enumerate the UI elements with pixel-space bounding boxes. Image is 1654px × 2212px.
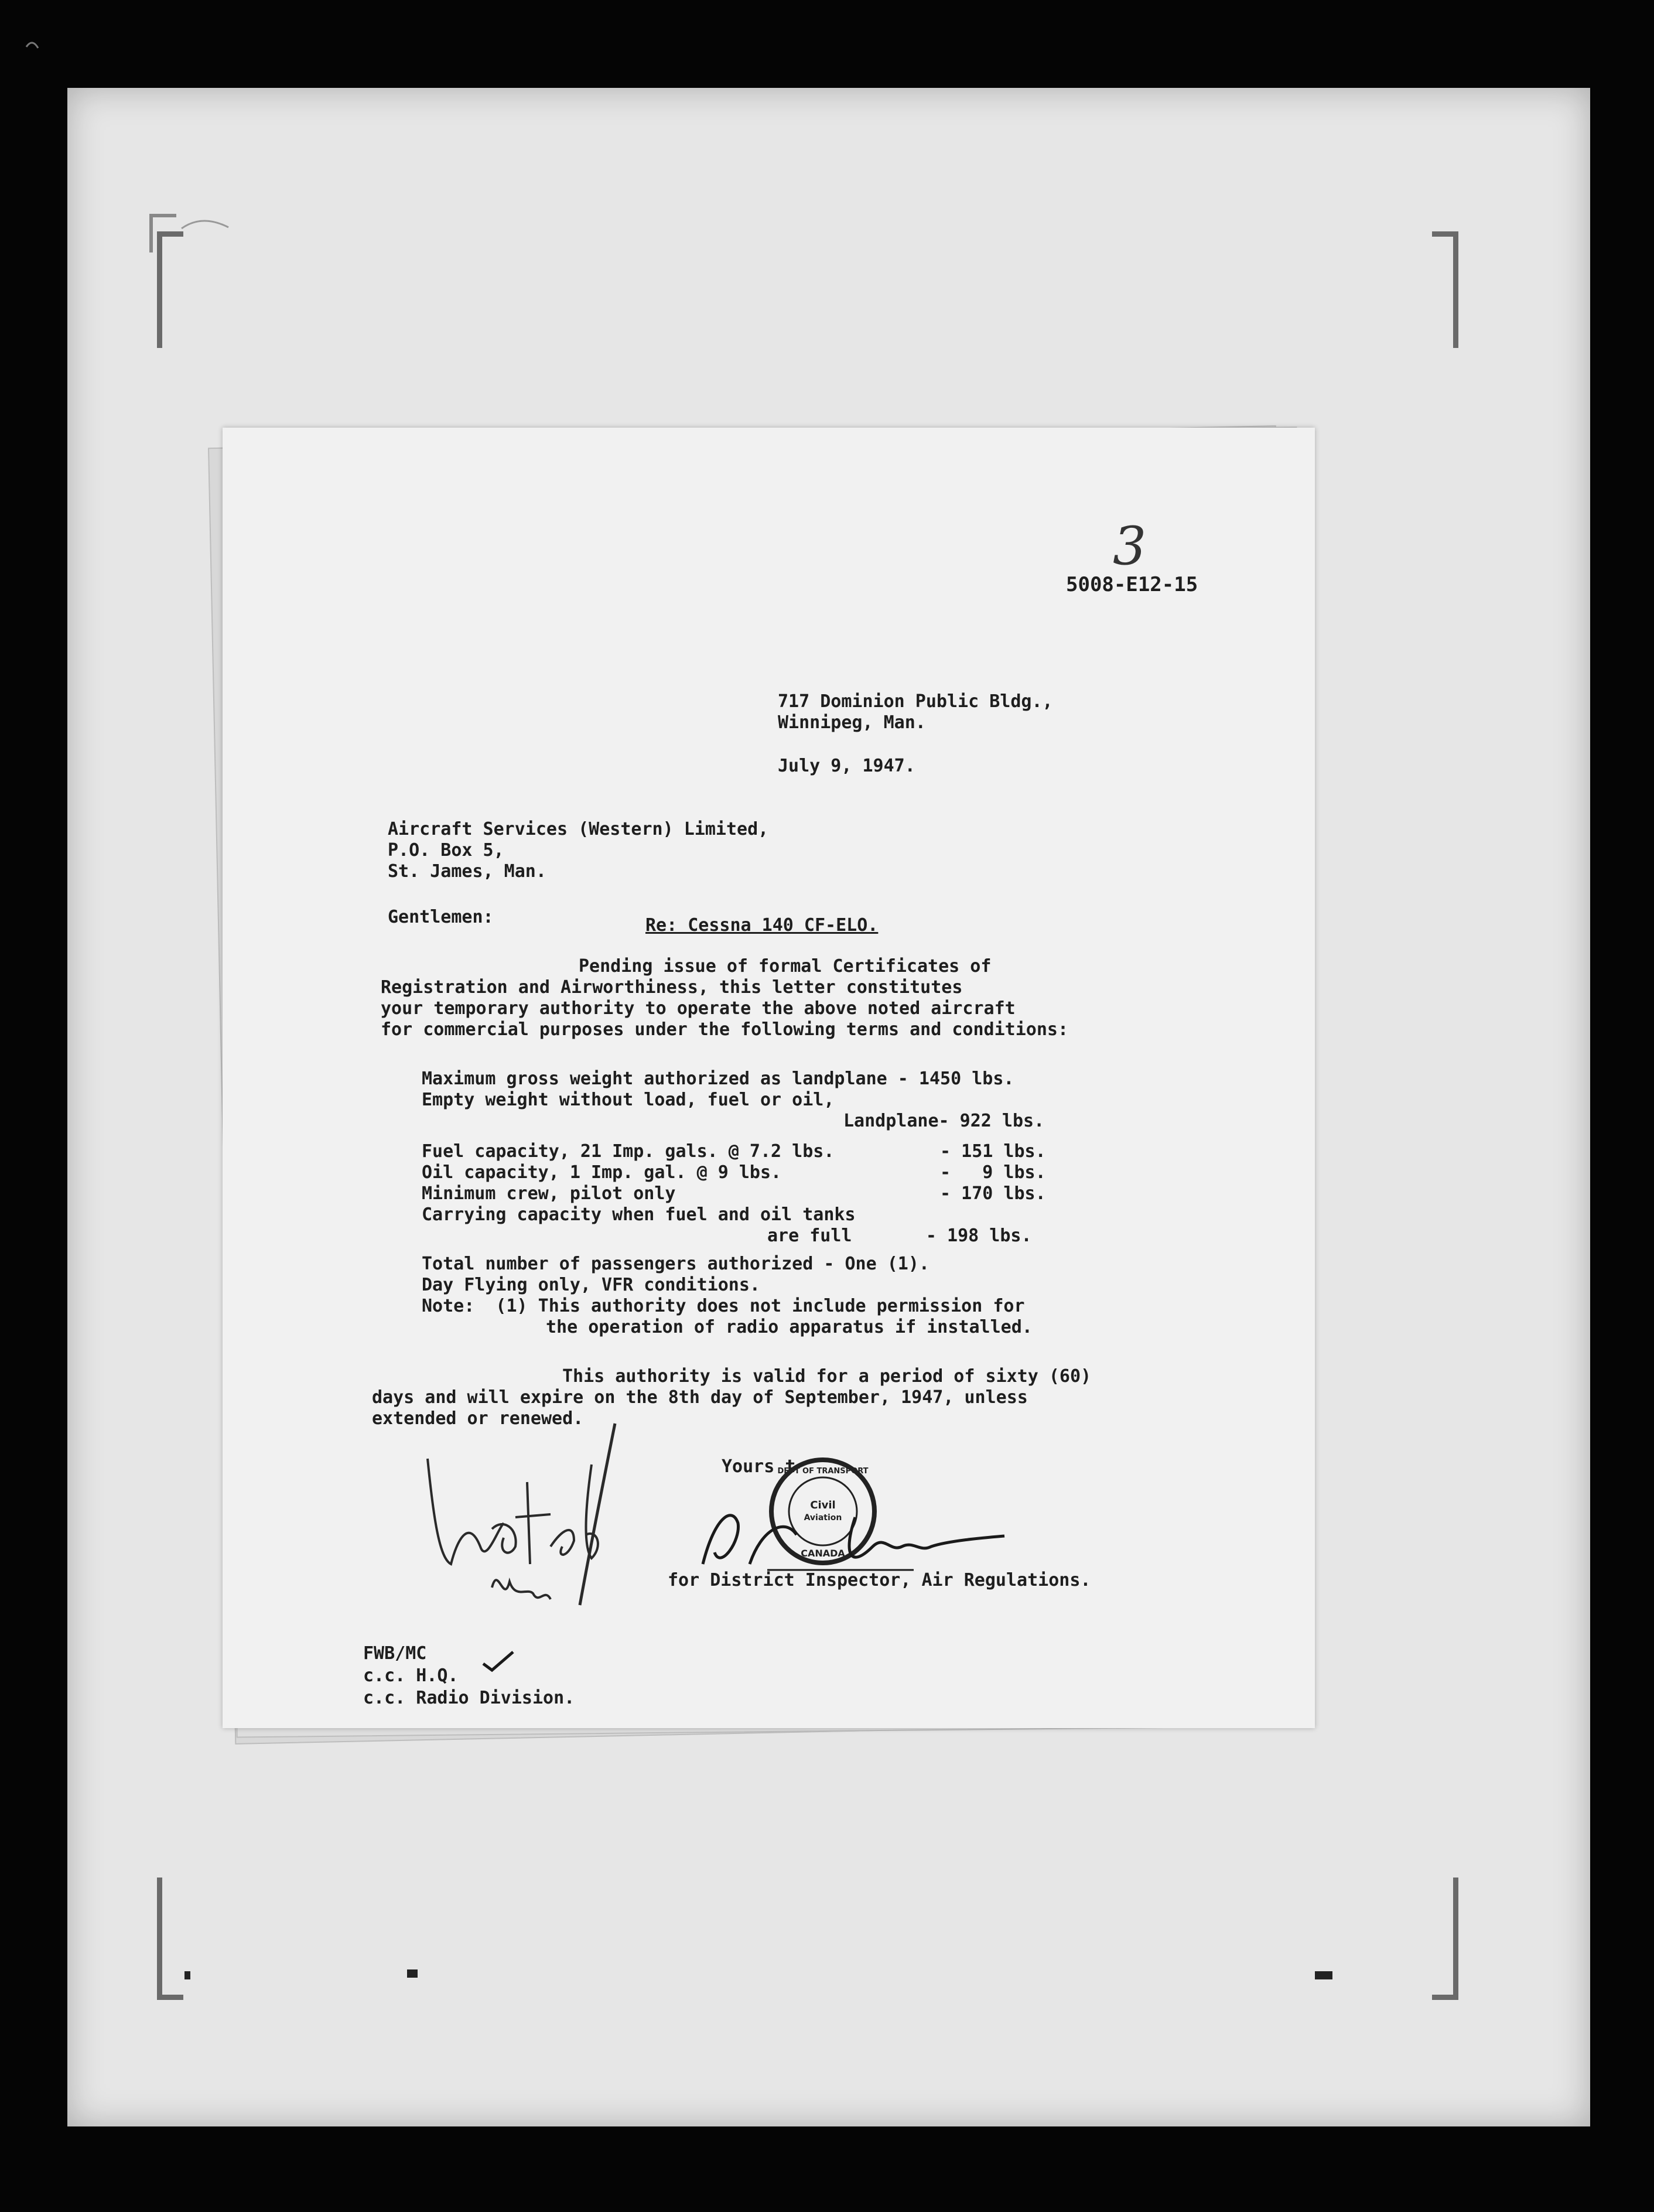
handwritten-margin-note <box>416 1412 662 1634</box>
recipient-line: St. James, Man. <box>388 861 546 882</box>
validity-line: days and will expire on the 8th day of September, 1947, unless <box>372 1387 1028 1408</box>
letter-date: July 9, 1947. <box>778 756 915 776</box>
crop-mark-top-left <box>157 231 183 348</box>
board-smudge <box>179 211 231 234</box>
sender-address-line: 717 Dominion Public Bldg., <box>778 691 1053 712</box>
signature-title: for District Inspector, Air Regulations. <box>668 1570 1091 1590</box>
crop-mark-top-right <box>1432 231 1458 348</box>
validity-line: This authority is valid for a period of sixty (60) <box>562 1366 1092 1387</box>
body-line: Registration and Airworthiness, this letter constitutes <box>381 977 963 998</box>
term-line: Oil capacity, 1 Imp. gal. @ 9 lbs. - 9 lbs. <box>422 1162 1046 1183</box>
note-line: Note: (1) This authority does not include permission for <box>422 1296 1025 1316</box>
svg-text:CANADA: CANADA <box>801 1548 845 1559</box>
sender-address-line: Winnipeg, Man. <box>778 712 926 733</box>
film-mark <box>184 1971 190 1979</box>
body-line: for commercial purposes under the following terms and conditions: <box>381 1019 1068 1040</box>
svg-text:Aviation: Aviation <box>804 1513 842 1523</box>
crop-mark-bottom-right <box>1432 1878 1458 2000</box>
file-reference: 5008-E12-15 <box>1066 573 1198 596</box>
check-mark-icon <box>480 1649 515 1672</box>
term-line: Landplane- 922 lbs. <box>843 1111 1045 1131</box>
validity-line: extended or renewed. <box>372 1408 584 1429</box>
crop-mark-bottom-left <box>157 1878 183 2000</box>
film-smudge <box>23 35 94 53</box>
file-page-mark: 3 <box>1113 516 1147 577</box>
salutation: Gentlemen: <box>388 907 494 927</box>
term-line: are full - 198 lbs. <box>767 1226 1032 1246</box>
film-mark <box>1315 1971 1332 1979</box>
svg-text:DEPT OF TRANSPORT: DEPT OF TRANSPORT <box>777 1467 869 1476</box>
svg-text:Civil: Civil <box>810 1499 836 1511</box>
recipient-line: P.O. Box 5, <box>388 840 504 861</box>
term-line: Day Flying only, VFR conditions. <box>422 1275 760 1295</box>
term-line: Total number of passengers authorized - One (1). <box>422 1254 929 1274</box>
term-line: Fuel capacity, 21 Imp. gals. @ 7.2 lbs. - 151 lbs. <box>422 1141 1046 1162</box>
closing: Yours t <box>722 1456 796 1477</box>
cc-line: c.c. H.Q. <box>363 1665 459 1686</box>
note-line: the operation of radio apparatus if installed. <box>546 1317 1033 1337</box>
body-line: Pending issue of formal Certificates of <box>579 956 992 977</box>
term-line: Minimum crew, pilot only - 170 lbs. <box>422 1183 1046 1204</box>
letter-page <box>223 428 1315 1728</box>
term-line: Empty weight without load, fuel or oil, <box>422 1090 835 1110</box>
term-line: Carrying capacity when fuel and oil tanks <box>422 1204 856 1225</box>
cc-line: c.c. Radio Division. <box>363 1688 575 1708</box>
typist-initials: FWB/MC <box>363 1643 427 1664</box>
body-line: your temporary authority to operate the above noted aircraft <box>381 998 1016 1019</box>
recipient-line: Aircraft Services (Western) Limited, <box>388 819 769 839</box>
subject-line: Re: Cessna 140 CF-ELO. <box>645 915 879 936</box>
term-line: Maximum gross weight authorized as landplane - 1450 lbs. <box>422 1069 1014 1089</box>
film-mark <box>407 1969 418 1978</box>
